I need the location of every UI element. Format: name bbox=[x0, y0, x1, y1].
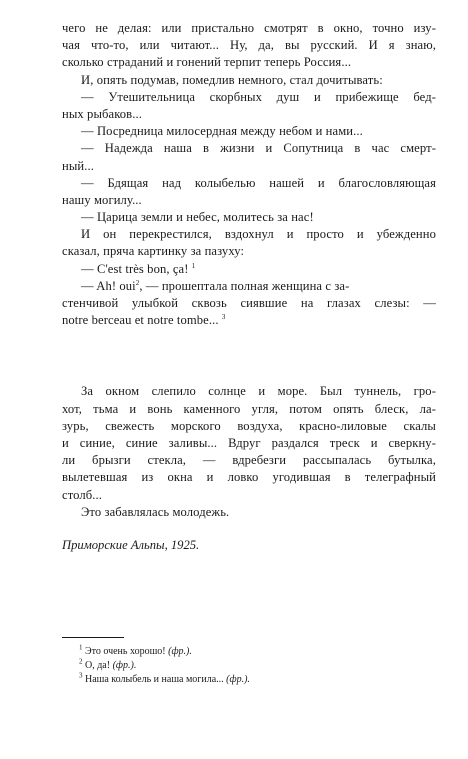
paragraph-3 bbox=[62, 140, 436, 174]
footnote-number: 3 bbox=[79, 671, 83, 680]
text-line: и синие, синие заливы... Вдруг раздался треск и сверкну- bbox=[62, 435, 436, 450]
footnote-lang: (фр.). bbox=[168, 646, 192, 657]
text-line: И, опять подумав, помедлив немного, стал дочитывать: bbox=[81, 72, 383, 87]
text-line: — Надежда наша в жизни и Сопутница в час смерт- bbox=[81, 141, 436, 156]
text-line: Это забавлялась молодежь. bbox=[81, 504, 230, 519]
quote-line bbox=[62, 261, 436, 278]
text-line: — Царица земли и небес, молитесь за нас! bbox=[81, 210, 314, 225]
signature: Приморские Альпы, 1925. bbox=[62, 537, 200, 552]
quote-line bbox=[62, 312, 436, 329]
footnote-ref: 3 bbox=[221, 313, 226, 321]
footnote bbox=[79, 659, 136, 672]
footnote bbox=[79, 673, 250, 686]
quote-text: notre berceau et notre tombe... bbox=[62, 313, 219, 328]
paragraph-2 bbox=[62, 72, 436, 124]
paragraph-5 bbox=[62, 226, 436, 260]
footnote-rule bbox=[62, 637, 124, 638]
footnote-text: Это очень хорошо! bbox=[85, 646, 166, 657]
text-line: ный... bbox=[62, 158, 94, 173]
paragraph-1 bbox=[62, 20, 436, 72]
paragraph-4 bbox=[62, 175, 436, 209]
text-line: И он перекрестился, вздохнул и просто и убежденно bbox=[81, 227, 436, 242]
footnote-text: О, да! bbox=[85, 660, 111, 671]
text-line: — Бдящая над колыбелью нашей и благословляющая bbox=[81, 175, 436, 190]
section-gap bbox=[62, 329, 436, 383]
footnote-lang: (фр.). bbox=[112, 660, 137, 671]
footnote-number: 1 bbox=[79, 643, 83, 652]
text-line: вылетевшая из окна и ловко угодившая в телеграфный bbox=[62, 470, 436, 485]
text-line: стенчивой улыбкой сквозь сиявшие на глазах слезы: — bbox=[62, 296, 436, 310]
quote-text: — Ah! oui bbox=[81, 278, 136, 293]
text-line: хот, тьма и вонь каменного угля, потом опять блеск, ла- bbox=[62, 401, 436, 416]
text-line: ных рыбаков... bbox=[62, 106, 142, 121]
text-line: сказал, пряча картинку за пазуху: bbox=[62, 244, 245, 259]
text-line: чая что-то, или читают... Ну, да, вы русский. И я знаю, bbox=[62, 38, 436, 53]
text-line: чего не делая: или пристально смотрят в окно, точно изу- bbox=[62, 21, 436, 35]
quote-text: , — прошептала полная женщина с за- bbox=[139, 278, 350, 293]
text-line: сколько страданий и гонений терпит теперь Россия... bbox=[62, 55, 352, 70]
footnote-text: Наша колыбель и наша могила... bbox=[85, 674, 224, 685]
footnote bbox=[79, 645, 192, 658]
text-line: зурь, свежесть морского воздуха, красно-лиловые скалы bbox=[62, 418, 436, 433]
text-line: нашу могилу... bbox=[62, 192, 142, 207]
footnote-number: 2 bbox=[79, 657, 83, 666]
text-line: — Утешительница скорбных душ и прибежище бед- bbox=[81, 89, 436, 104]
quote-line bbox=[62, 278, 436, 295]
footnote-lang: (фр.). bbox=[226, 674, 250, 685]
text-line: За окном слепило солнце и море. Был туннель, гро- bbox=[81, 384, 436, 399]
footnote-ref: 1 bbox=[191, 261, 196, 270]
book-page bbox=[62, 20, 436, 554]
quote-text: — C'est très bon, ça! bbox=[81, 261, 189, 276]
footnote-ref: 2 bbox=[135, 278, 140, 287]
text-line: ли брызги стекла, — вдребезги рассыпалась бутылка, bbox=[62, 453, 436, 468]
text-line: — Посредница милосердная между небом и нами... bbox=[81, 124, 363, 139]
text-line: столб... bbox=[62, 487, 102, 502]
paragraph-6 bbox=[62, 383, 436, 503]
